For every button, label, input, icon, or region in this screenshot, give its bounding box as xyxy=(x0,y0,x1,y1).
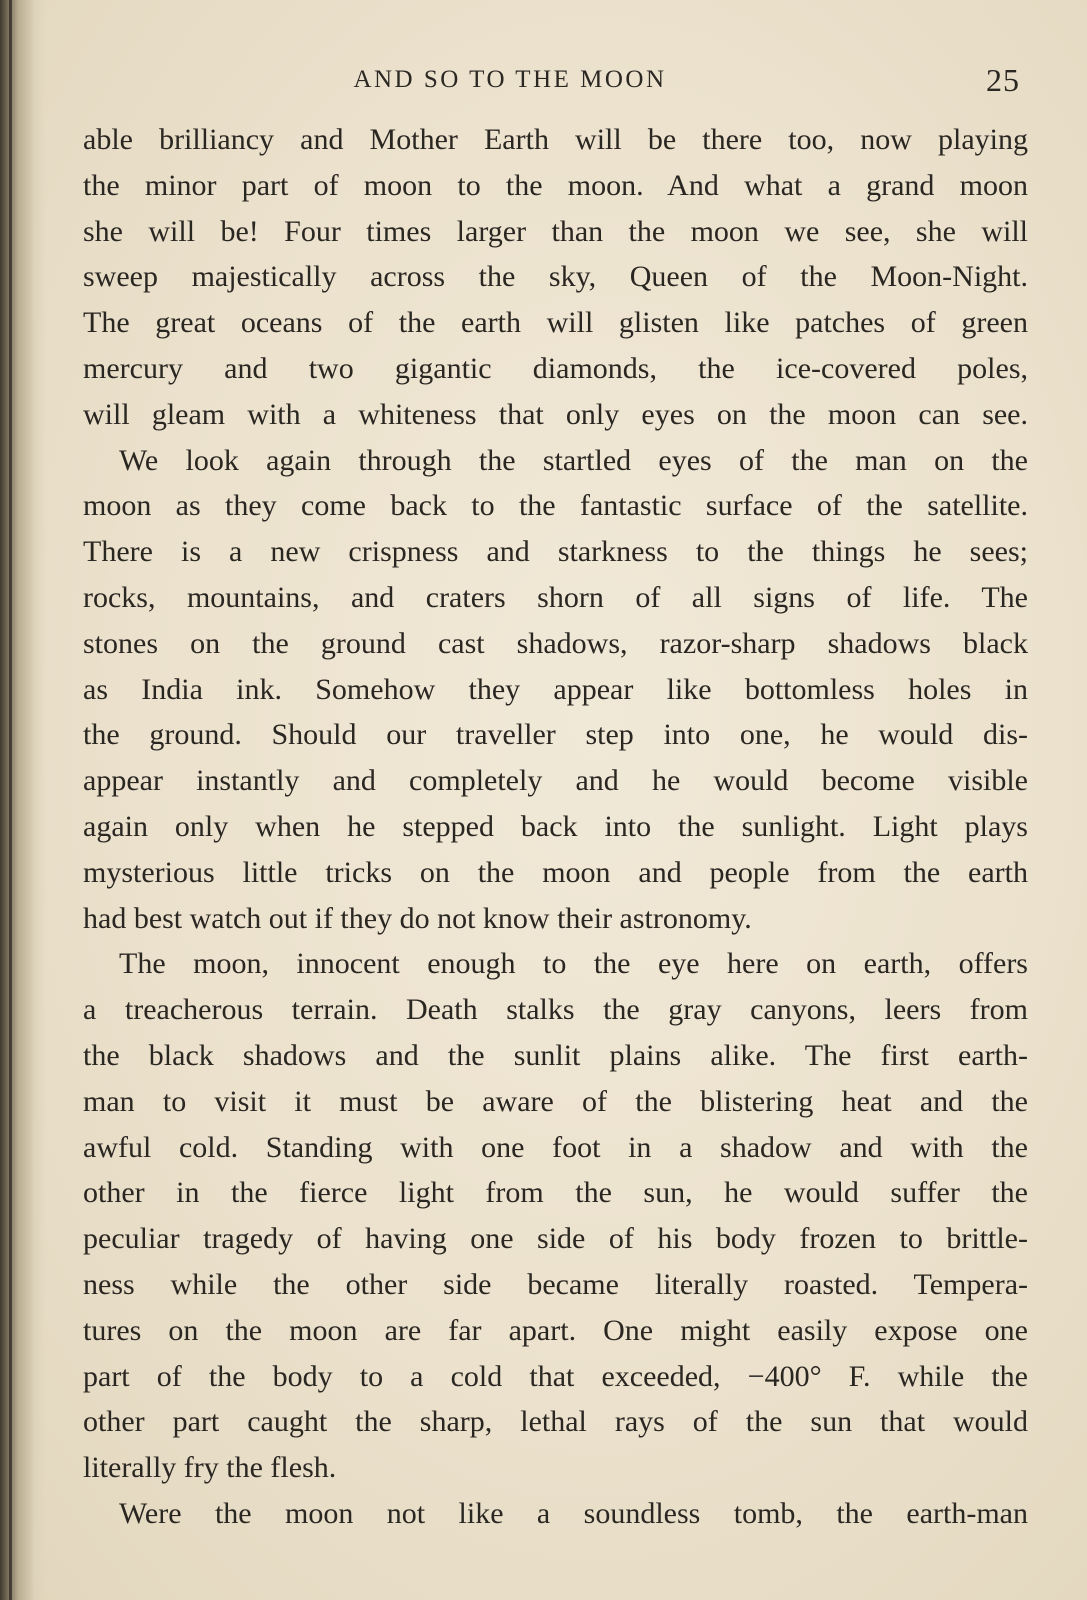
paragraph-1 xyxy=(83,117,1028,438)
paragraph-4 xyxy=(83,1491,1028,1537)
text-line: appear instantly and completely and he would become visible xyxy=(83,764,1028,798)
text-line: she will be! Four times larger than the moon we see, she will xyxy=(83,214,1028,248)
paragraph-2 xyxy=(83,438,1028,942)
text-line: as India ink. Somehow they appear like bottomless holes in xyxy=(83,672,1028,706)
text-line: the black shadows and the sunlit plains alike. The first earth- xyxy=(83,1038,1028,1072)
text-line: other in the fierce light from the sun, he would suffer the xyxy=(83,1176,1028,1210)
text-line: again only when he stepped back into the sunlight. Light plays xyxy=(83,809,1028,843)
paragraph-3 xyxy=(83,941,1028,1491)
running-head-title: AND SO TO THE MOON xyxy=(353,66,667,93)
text-line: the minor part of moon to the moon. And what a grand moon xyxy=(83,168,1028,202)
text-line: other part caught the sharp, lethal rays of the sun that would xyxy=(83,1405,1028,1439)
text-line: We look again through the startled eyes of the man on the xyxy=(119,443,1028,477)
text-line: a treacherous terrain. Death stalks the gray canyons, leers from xyxy=(83,993,1028,1027)
text-line: the ground. Should our traveller step into one, he would dis- xyxy=(83,718,1028,752)
text-line: mercury and two gigantic diamonds, the ice-covered poles, xyxy=(83,351,1028,385)
text-line: There is a new crispness and starkness to the things he sees; xyxy=(83,535,1028,569)
text-line: part of the body to a cold that exceeded, −400° F. while the xyxy=(83,1359,1028,1393)
body-text xyxy=(83,117,1028,1537)
text-line: Were the moon not like a soundless tomb, the earth-man xyxy=(119,1496,1028,1530)
text-line: man to visit it must be aware of the blistering heat and the xyxy=(83,1084,1028,1118)
text-line: The great oceans of the earth will glisten like patches of green xyxy=(83,306,1028,340)
text-line: mysterious little tricks on the moon and people from the earth xyxy=(83,855,1028,889)
binding-gutter-line xyxy=(9,0,12,1600)
text-line: will gleam with a whiteness that only eyes on the moon can see. xyxy=(83,397,1028,431)
text-line: peculiar tragedy of having one side of his body frozen to brittle- xyxy=(83,1222,1028,1256)
binding-gutter-shadow xyxy=(0,0,46,1600)
text-line: ness while the other side became literally roasted. Tempera- xyxy=(83,1267,1028,1301)
text-line: tures on the moon are far apart. One might easily expose one xyxy=(83,1313,1028,1347)
text-line: The moon, innocent enough to the eye here on earth, offers xyxy=(119,947,1028,981)
text-line: rocks, mountains, and craters shorn of all signs of life. The xyxy=(83,580,1028,614)
text-line: awful cold. Standing with one foot in a shadow and with the xyxy=(83,1130,1028,1164)
page-number: 25 xyxy=(986,62,1020,98)
text-line: literally fry the flesh. xyxy=(83,1451,337,1485)
text-line: sweep majestically across the sky, Queen of the Moon-Night. xyxy=(83,260,1028,294)
running-head xyxy=(80,62,1020,102)
text-line: able brilliancy and Mother Earth will be there too, now playing xyxy=(83,123,1028,156)
text-line: had best watch out if they do not know their astronomy. xyxy=(83,901,752,935)
text-line: moon as they come back to the fantastic surface of the satellite. xyxy=(83,489,1028,523)
text-line: stones on the ground cast shadows, razor-sharp shadows black xyxy=(83,626,1028,660)
